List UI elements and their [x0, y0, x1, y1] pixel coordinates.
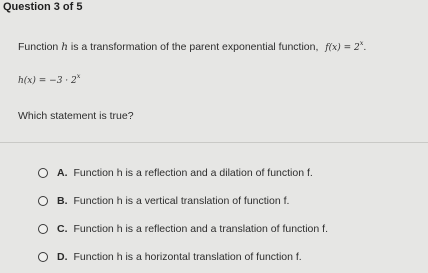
option-d-text: Function h is a horizontal translation of function f.: [73, 251, 302, 263]
question-header: Question 3 of 5: [3, 1, 83, 13]
equation-base: h(x) = −3 · 2: [18, 76, 77, 86]
parent-function-base: f(x) = 2: [325, 43, 360, 53]
prompt-prefix: Function: [18, 41, 59, 53]
function-name: h: [61, 41, 68, 53]
option-d[interactable]: [38, 249, 302, 265]
option-b-text: Function h is a vertical translation of function f.: [73, 195, 290, 207]
radio-d[interactable]: [38, 252, 48, 262]
parent-function-exponent: x: [359, 39, 364, 47]
option-c-letter: C.: [57, 223, 68, 235]
radio-a[interactable]: [38, 168, 48, 178]
prompt-middle: is a transformation of the parent exponential function,: [70, 41, 319, 53]
question-prompt: [18, 39, 366, 53]
option-b-letter: B.: [57, 195, 68, 207]
option-a[interactable]: [38, 165, 313, 181]
question-ask: Which statement is true?: [18, 110, 134, 122]
radio-c[interactable]: [38, 224, 48, 234]
prompt-suffix: .: [363, 41, 367, 53]
equation: [18, 72, 80, 86]
radio-b[interactable]: [38, 196, 48, 206]
option-a-text: Function h is a reflection and a dilation of function f.: [73, 167, 313, 179]
option-a-letter: A.: [57, 167, 68, 179]
option-d-letter: D.: [57, 251, 68, 263]
option-c[interactable]: [38, 221, 328, 237]
option-c-text: Function h is a reflection and a translation of function f.: [73, 223, 328, 235]
equation-exponent: x: [76, 72, 81, 80]
option-b[interactable]: [38, 193, 289, 209]
divider: [0, 142, 428, 143]
parent-function: [325, 39, 364, 53]
